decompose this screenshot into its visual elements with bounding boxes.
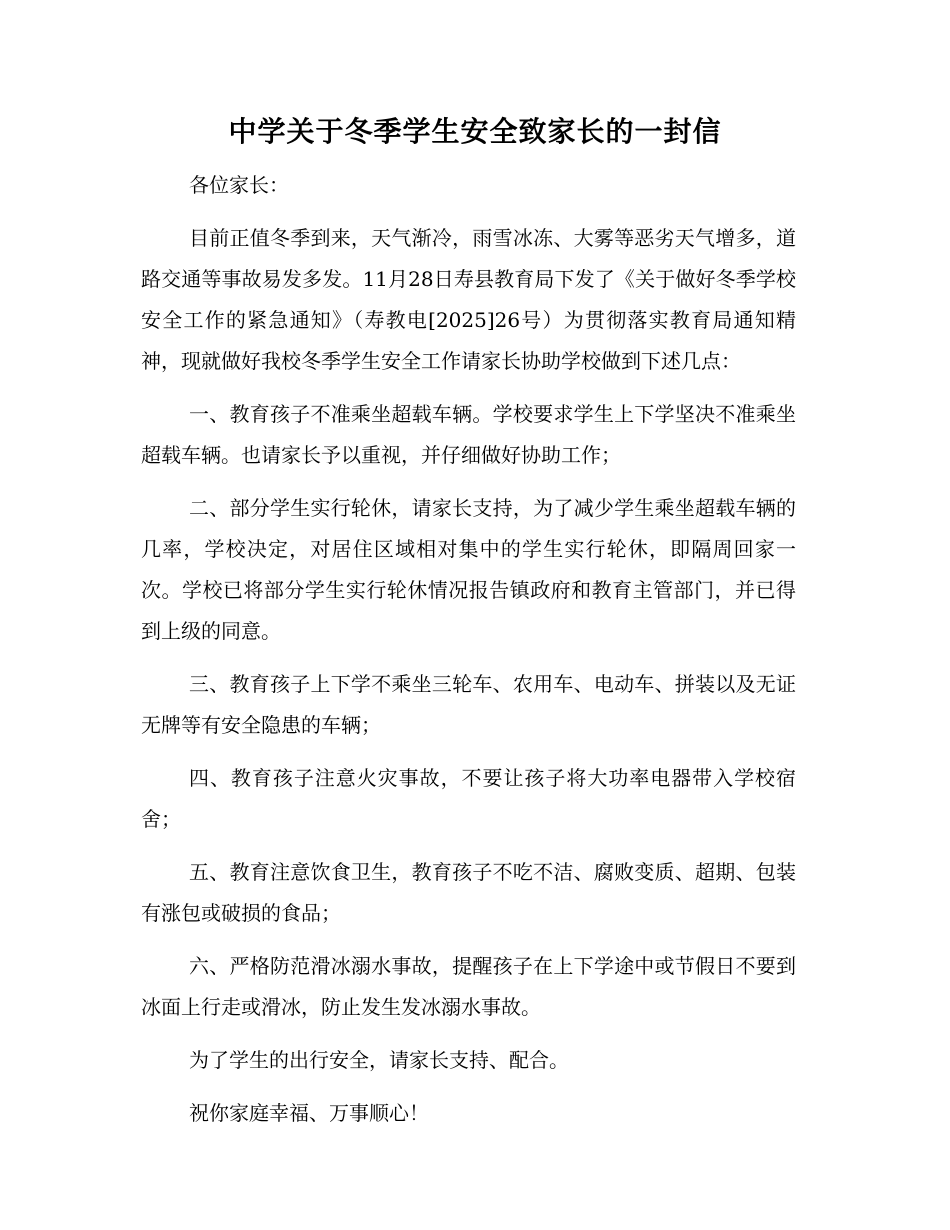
paragraph-intro: 目前正值冬季到来，天气渐冷，雨雪冰冻、大雾等恶劣天气增多，道路交通等事故易发多发。11月28日寿县教育局下发了《关于做好冬季学校安全工作的紧急通知》（寿教电[2025]26号）为贯彻落实教育局通知精神，现就做好我校冬季学生安全工作请家长协助学校做到下述几点：	[141, 226, 796, 373]
letter-body	[141, 165, 796, 1134]
paragraph-request: 为了学生的出行安全，请家长支持、配合。	[189, 1048, 569, 1072]
paragraph-item-4: 四、教育孩子注意火灾事故，不要让孩子将大功率电器带入学校宿舍；	[141, 766, 796, 831]
paragraph-item-6: 六、严格防范滑冰溺水事故，提醒孩子在上下学途中或节假日不要到冰面上行走或滑冰，防止发生发冰溺水事故。	[141, 954, 796, 1019]
paragraph-item-1: 一、教育孩子不准乘坐超载车辆。学校要求学生上下学坚决不准乘坐超载车辆。也请家长予以重视，并仔细做好协助工作；	[141, 402, 796, 467]
document-title: 中学关于冬季学生安全致家长的一封信	[228, 115, 722, 148]
paragraph-item-2: 二、部分学生实行轮休，请家长支持，为了减少学生乘坐超载车辆的几率，学校决定，对居住区域相对集中的学生实行轮休，即隔周回家一次。学校已将部分学生实行轮休情况报告镇政府和教育主管部门，并已得到上级的同意。	[141, 496, 796, 643]
paragraph-item-3: 三、教育孩子上下学不乘坐三轮车、农用车、电动车、拼装以及无证无牌等有安全隐患的车辆；	[141, 672, 796, 737]
closing: 祝你家庭幸福、万事顺心！	[189, 1101, 429, 1125]
salutation: 各位家长：	[189, 173, 289, 197]
paragraph-item-5: 五、教育注意饮食卫生，教育孩子不吃不洁、腐败变质、超期、包装有涨包或破损的食品；	[141, 860, 796, 925]
